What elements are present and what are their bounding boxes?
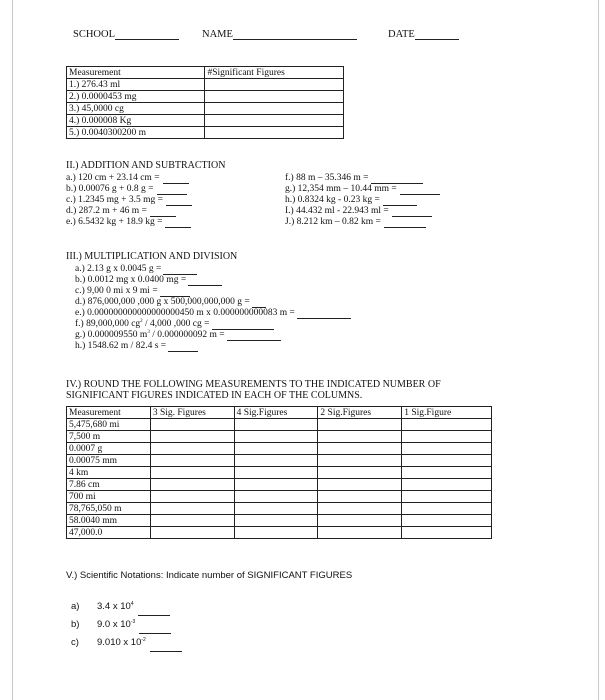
list-item: e.) 0.000000000000000000450 m x 0.000000000083 m = [75,308,351,319]
answer-cell[interactable] [318,455,402,467]
school-label: SCHOOL [73,29,116,40]
name-field[interactable] [202,29,357,40]
answer-cell[interactable] [150,443,234,455]
answer-cell[interactable] [402,491,492,503]
date-blank[interactable] [415,39,459,40]
table-row [67,515,492,527]
item-label: a) [71,601,80,612]
table-row [67,527,492,539]
measurement-cell: 7.86 cm [67,479,151,491]
answer-blank[interactable] [165,227,191,228]
answer-cell[interactable] [234,443,318,455]
list-item: b.) 0.0012 mg x 0.0400 mg = [75,275,351,286]
answer-cell[interactable] [150,515,234,527]
answer-cell[interactable] [402,515,492,527]
date-label: DATE [388,29,415,40]
answer-blank[interactable] [227,340,281,341]
section5-list [71,598,182,652]
answer-cell[interactable] [205,115,344,127]
answer-cell[interactable] [318,443,402,455]
measurement-cell: 47,000.0 [67,527,151,539]
measurement-cell: 0.00075 mm [67,455,151,467]
answer-cell[interactable] [402,527,492,539]
table-header: Measurement [67,407,151,419]
table-row [67,431,492,443]
answer-cell[interactable] [150,527,234,539]
answer-cell[interactable] [318,515,402,527]
answer-cell[interactable] [205,103,344,115]
school-blank[interactable] [115,39,179,40]
answer-cell[interactable] [150,503,234,515]
section3-title: III.) MULTIPLICATION AND DIVISION [66,251,238,262]
table-row [67,491,492,503]
section2-title: II.) ADDITION AND SUBTRACTION [66,160,226,171]
measurement-cell: 700 mi [67,491,151,503]
table-header: #Significant Figures [205,67,344,79]
answer-cell[interactable] [234,527,318,539]
answer-cell[interactable] [318,527,402,539]
answer-cell[interactable] [234,491,318,503]
measurement-cell: 7,500 m [67,431,151,443]
name-label: NAME [202,29,233,40]
measurement-cell: 4 km [67,467,151,479]
measurement-cell: 5.) 0.0040300200 m [67,127,205,139]
answer-cell[interactable] [318,419,402,431]
name-blank[interactable] [233,39,357,40]
answer-cell[interactable] [234,503,318,515]
section2-right-list [285,173,440,228]
superscript: 3 [147,330,150,335]
answer-cell[interactable] [150,491,234,503]
table-row [67,127,344,139]
list-item: J.) 8.212 km – 0.82 km = [285,217,440,228]
answer-blank[interactable] [384,227,426,228]
sig-fig-table [66,66,344,139]
table-header: 1 Sig.Figure [402,407,492,419]
answer-cell[interactable] [150,431,234,443]
measurement-cell: 5,475,680 mi [67,419,151,431]
answer-cell[interactable] [150,467,234,479]
answer-blank[interactable] [168,351,198,352]
answer-cell[interactable] [150,479,234,491]
table-row [67,443,492,455]
table-header: Measurement [67,67,205,79]
list-item: g.) 0.000009550 $m^3 / 0.000000092$ m = [75,330,351,341]
list-item: h.) 0.8324 kg - 0.23 kg = [285,195,440,206]
table-header-row [67,67,344,79]
rounding-table [66,406,492,539]
answer-cell[interactable] [402,479,492,491]
section3-list [75,264,351,352]
table-row [67,467,492,479]
table-row [67,115,344,127]
table-header: 4 Sig.Figures [234,407,318,419]
answer-cell[interactable] [402,431,492,443]
measurement-cell: 58.0040 mm [67,515,151,527]
answer-blank[interactable] [150,651,182,652]
item-label: c) [71,637,79,648]
list-item: f.) 88 m – 35.346 m = [285,173,440,184]
answer-cell[interactable] [402,443,492,455]
answer-cell[interactable] [150,455,234,467]
answer-cell[interactable] [234,431,318,443]
table-header-row [67,407,492,419]
answer-cell[interactable] [318,431,402,443]
list-item: c.) 1.2345 mg + 3.5 mg = [66,195,192,206]
answer-cell[interactable] [234,455,318,467]
measurement-cell: 2.) 0.0000453 mg [67,91,205,103]
list-item: a) 3.4 x $10^4$ [71,598,182,616]
answer-blank[interactable] [188,285,222,286]
list-item: e.) 6.5432 kg + 18.9 kg = [66,217,192,228]
answer-cell[interactable] [402,419,492,431]
answer-cell[interactable] [234,467,318,479]
section2-left-list [66,173,192,228]
table-row [67,503,492,515]
answer-cell[interactable] [318,479,402,491]
item-label: b) [71,619,80,630]
list-item: c) 9.010 x $10^{-2}$ [71,634,182,652]
answer-cell[interactable] [150,419,234,431]
table-row [67,79,344,91]
table-row [67,455,492,467]
table-row [67,91,344,103]
table-row [67,419,492,431]
answer-cell[interactable] [205,91,344,103]
answer-cell[interactable] [234,419,318,431]
list-item: a.) 120 cm + 23.14 cm = [66,173,192,184]
list-item: d.) 876,000,000 ,000 g x 500,000,000,000 g = [75,297,351,308]
date-field[interactable] [388,29,459,40]
table-header: 2 Sig.Figures [318,407,402,419]
list-item: f.) 89,000,000 $cg^2 / 4,000$ ,000 cg = [75,319,351,330]
answer-cell[interactable] [234,515,318,527]
measurement-cell: 4.) 0.000008 Kg [67,115,205,127]
table-row [67,103,344,115]
section4-title: IV.) ROUND THE FOLLOWING MEASUREMENTS TO THE INDICATED NUMBER OF SIGNIFICANT FIGURES INDICATED IN EACH OF THE COLUMNS. [66,379,441,401]
list-item: b.) 0.00076 g + 0.8 g = [66,184,192,195]
table-header: 3 Sig. Figures [150,407,234,419]
section5-title: V.) Scientific Notations: Indicate number of SIGNIFICANT FIGURES [66,570,353,581]
measurement-cell: 78,765,050 m [67,503,151,515]
answer-cell[interactable] [318,503,402,515]
list-item: d.) 287.2 m + 46 m = [66,206,192,217]
list-item: g.) 12,354 mm – 10.44 mm = [285,184,440,195]
answer-cell[interactable] [205,127,344,139]
list-item: I.) 44.432 ml - 22.943 ml = [285,206,440,217]
measurement-cell: 3.) 45,0000 cg [67,103,205,115]
measurement-cell: 0.0007 g [67,443,151,455]
list-item: b) 9.0 x $10^{-3}$ [71,616,182,634]
table-row [67,479,492,491]
worksheet-page [12,0,599,700]
answer-cell[interactable] [205,79,344,91]
answer-blank[interactable] [297,318,351,319]
answer-cell[interactable] [402,503,492,515]
list-item: c.) 9,00 0 mi x 9 mi = [75,286,351,297]
list-item: a.) 2.13 g x 0.0045 g = [75,264,351,275]
superscript: 2 [140,319,143,324]
answer-cell[interactable] [402,455,492,467]
answer-cell[interactable] [318,467,402,479]
answer-cell[interactable] [234,479,318,491]
school-field[interactable] [73,29,179,40]
list-item: h.) 1548.62 m / 82.4 s = [75,341,351,352]
answer-cell[interactable] [318,491,402,503]
answer-cell[interactable] [402,467,492,479]
measurement-cell: 1.) 276.43 ml [67,79,205,91]
